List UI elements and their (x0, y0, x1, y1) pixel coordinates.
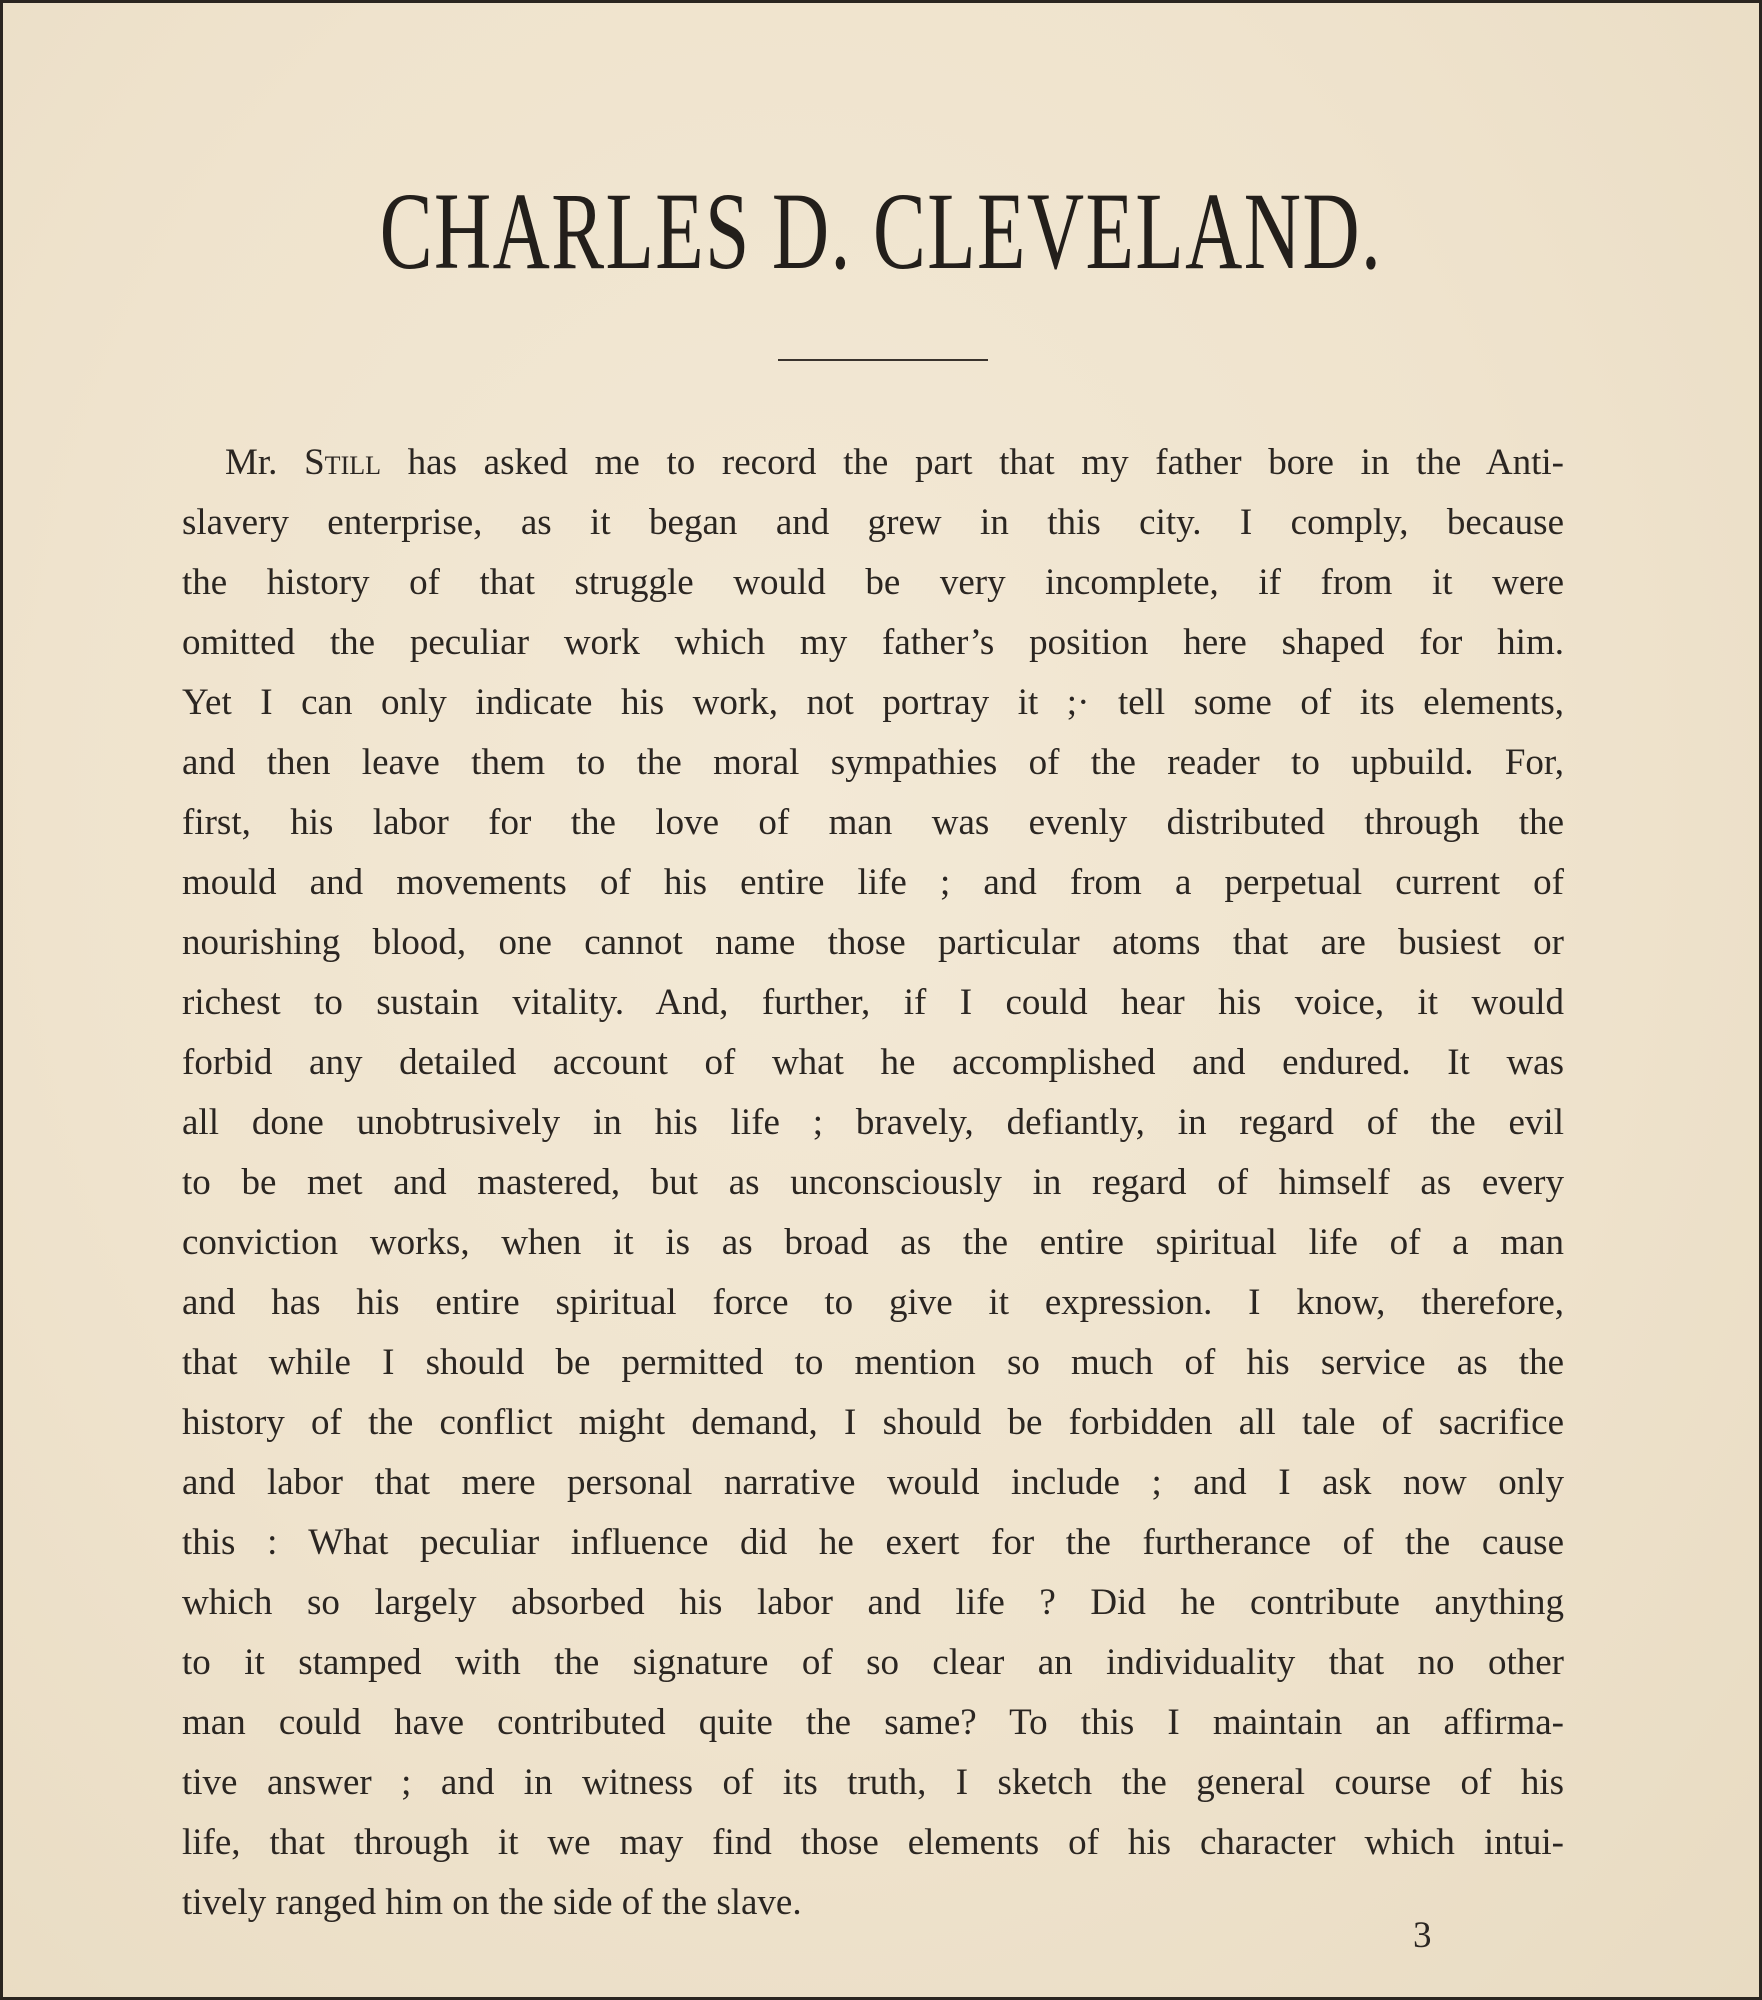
text-line: tively ranged him on the side of the slave. (182, 1882, 802, 1923)
text-line: nourishing blood, one cannot name those particular atoms that are busiest or (182, 922, 1564, 963)
text-line: to be met and mastered, but as unconsciously in regard of himself as every (182, 1162, 1564, 1203)
text-line: to it stamped with the signature of so clear an individuality that no other (182, 1642, 1564, 1683)
text-line: Yet I can only indicate his work, not portray it ;· tell some of its elements, (182, 682, 1564, 723)
lead-prefix: Mr. (225, 442, 305, 483)
text-line: and has his entire spiritual force to give it expression. I know, therefore, (182, 1282, 1564, 1323)
text-line: and labor that mere personal narrative would include ; and I ask now only (182, 1462, 1564, 1503)
text-line: mould and movements of his entire life ; and from a perpetual current of (182, 862, 1564, 903)
text-line: which so largely absorbed his labor and life ? Did he contribute anything (182, 1582, 1564, 1623)
text-line: this : What peculiar influence did he exert for the furtherance of the cause (182, 1522, 1564, 1563)
text-line: that while I should be permitted to mention so much of his service as the (182, 1342, 1564, 1383)
lead-name: Still (304, 442, 381, 483)
title-rule (778, 359, 988, 361)
text-line: the history of that struggle would be very incomplete, if from it were (182, 562, 1564, 603)
text-line: richest to sustain vitality. And, further, if I could hear his voice, it would (182, 982, 1564, 1023)
text-line: slavery enterprise, as it began and grew in this city. I comply, because (182, 502, 1564, 543)
text-line: and then leave them to the moral sympathies of the reader to upbuild. For, (182, 742, 1564, 783)
text-line (182, 433, 1564, 493)
chapter-title: CHARLES D. CLEVELAND. (379, 170, 1383, 292)
text-line: first, his labor for the love of man was evenly distributed through the (182, 802, 1564, 843)
text-line: man could have contributed quite the same? To this I maintain an affirma- (182, 1702, 1564, 1743)
text-line: omitted the peculiar work which my father’s position here shaped for him. (182, 622, 1564, 663)
body-paragraph (182, 433, 1564, 1933)
text-line: history of the conflict might demand, I should be forbidden all tale of sacrifice (182, 1402, 1564, 1443)
text-line: life, that through it we may find those elements of his character which intui- (182, 1822, 1564, 1863)
text-line: tive answer ; and in witness of its truth, I sketch the general course of his (182, 1762, 1564, 1803)
text-line: conviction works, when it is as broad as the entire spiritual life of a man (182, 1222, 1564, 1263)
text-line: all done unobtrusively in his life ; bravely, defiantly, in regard of the evil (182, 1102, 1564, 1143)
lead-rest: has asked me to record the part that my father bore in the Anti- (381, 442, 1564, 483)
text-line: forbid any detailed account of what he accomplished and endured. It was (182, 1042, 1564, 1083)
page-number: 3 (1413, 1915, 1432, 1956)
